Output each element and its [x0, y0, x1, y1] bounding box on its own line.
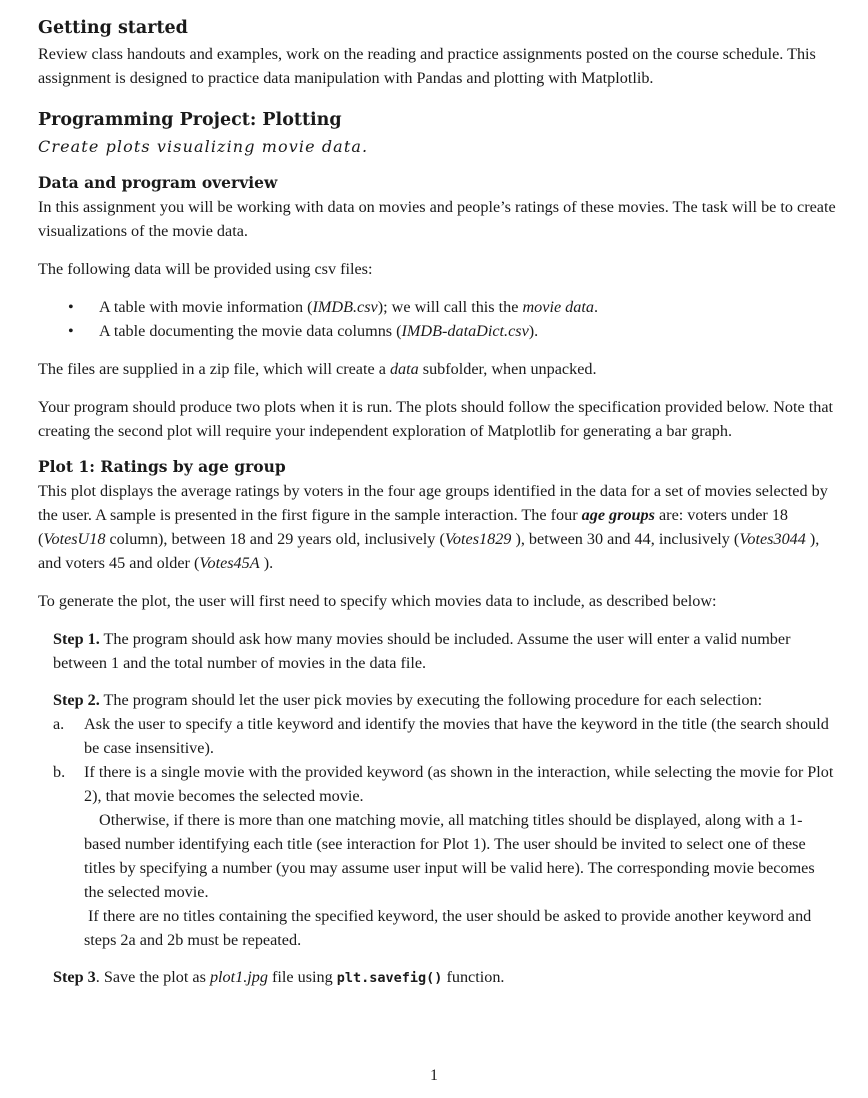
step-2b-none: If there are no titles containing the specified keyword, the user should be asked to provide another keyword and steps 2a and 2b must be repeated.	[84, 907, 812, 949]
column-name: Votes1829	[444, 530, 512, 548]
list-marker: b.	[53, 763, 66, 781]
step-label: Step 2.	[53, 691, 100, 709]
file-list-item: • A table with movie information (IMDB.csv); we will call this the movie data.	[38, 295, 838, 319]
overview-heading: Data and program overview	[38, 173, 278, 192]
step-1: Step 1. The program should ask how many movies should be included. Assume the user will enter a valid number between 1 and the total number of movies in the data file.	[53, 630, 791, 672]
bullet-icon: •	[68, 298, 74, 316]
plot1-paragraph-1: This plot displays the average ratings by voters in the four age groups identified in the data for a set of movies selected by the user. A sample is presented in the first figure in the sample interaction. The four age groups are: voters under 18 (VotesU18 column), between 18 and 29 years old, inclusively (Votes1829 ), between 30 and 44, inclusively (Votes3044 ), and voters 45 and older (Votes45A ).	[38, 482, 828, 572]
step-2: Step 2. The program should let the user pick movies by executing the following procedure for each selection:	[53, 691, 763, 709]
overview-paragraph-4: Your program should produce two plots when it is run. The plots should follow the specification provided below. Note that creating the second plot will require your independent exploration of Matplotlib for generating a bar graph.	[38, 398, 834, 440]
overview-paragraph-3: The files are supplied in a zip file, which will create a data subfolder, when unpacked.	[38, 360, 597, 378]
plot1-paragraph-2: To generate the plot, the user will first need to specify which movies data to include, as described below:	[38, 592, 717, 610]
step-2b: b. If there is a single movie with the provided keyword (as shown in the interaction, while selecting the movie for Plot 2), that movie becomes the selected movie.	[38, 760, 838, 808]
document-page	[38, 14, 838, 990]
file-name: IMDB.csv	[312, 298, 378, 316]
column-name: Votes3044	[739, 530, 806, 548]
file-list-item: • A table documenting the movie data columns (IMDB-dataDict.csv).	[38, 319, 838, 343]
step-2b-otherwise: Otherwise, if there is more than one matching movie, all matching titles should be displayed, along with a 1-based number identifying each title (see interaction for Plot 1). The user should be invited to select one of these titles by specifying a number (you may assume user input will be valid here). The corresponding movie becomes the selected movie.	[84, 811, 815, 901]
bullet-icon: •	[68, 322, 74, 340]
code-snippet: plt.savefig()	[336, 970, 443, 986]
step-label: Step 1.	[53, 630, 100, 648]
step-3: Step 3. Save the plot as plot1.jpg file using plt.savefig() function.	[53, 968, 505, 986]
step-label: Step 3	[53, 968, 96, 986]
overview-paragraph-1: In this assignment you will be working with data on movies and people’s ratings of these movies. The task will be to create visualizations of the movie data.	[38, 198, 836, 240]
getting-started-heading: Getting started	[38, 18, 188, 38]
list-marker: a.	[53, 715, 65, 733]
term: data	[389, 360, 419, 378]
getting-started-body: Review class handouts and examples, work on the reading and practice assignments posted on the course schedule. This assignment is designed to practice data manipulation with Pandas and plotting with Matplotlib.	[38, 45, 816, 87]
step-2a: a. Ask the user to specify a title keyword and identify the movies that have the keyword in the title (the search should be case insensitive).	[38, 712, 838, 760]
column-name: Votes45A	[199, 554, 260, 572]
column-name: VotesU18	[43, 530, 106, 548]
overview-paragraph-2: The following data will be provided using csv files:	[38, 260, 373, 278]
project-subtitle: Create plots visualizing movie data.	[38, 137, 369, 156]
file-name: plot1.jpg	[209, 968, 268, 986]
term: movie data	[522, 298, 594, 316]
file-list	[38, 295, 838, 343]
file-name: IMDB-dataDict.csv	[401, 322, 529, 340]
term: age groups	[581, 506, 655, 524]
project-heading: Programming Project: Plotting	[38, 110, 342, 130]
page-number: 1	[430, 1067, 438, 1084]
plot1-heading: Plot 1: Ratings by age group	[38, 457, 286, 476]
